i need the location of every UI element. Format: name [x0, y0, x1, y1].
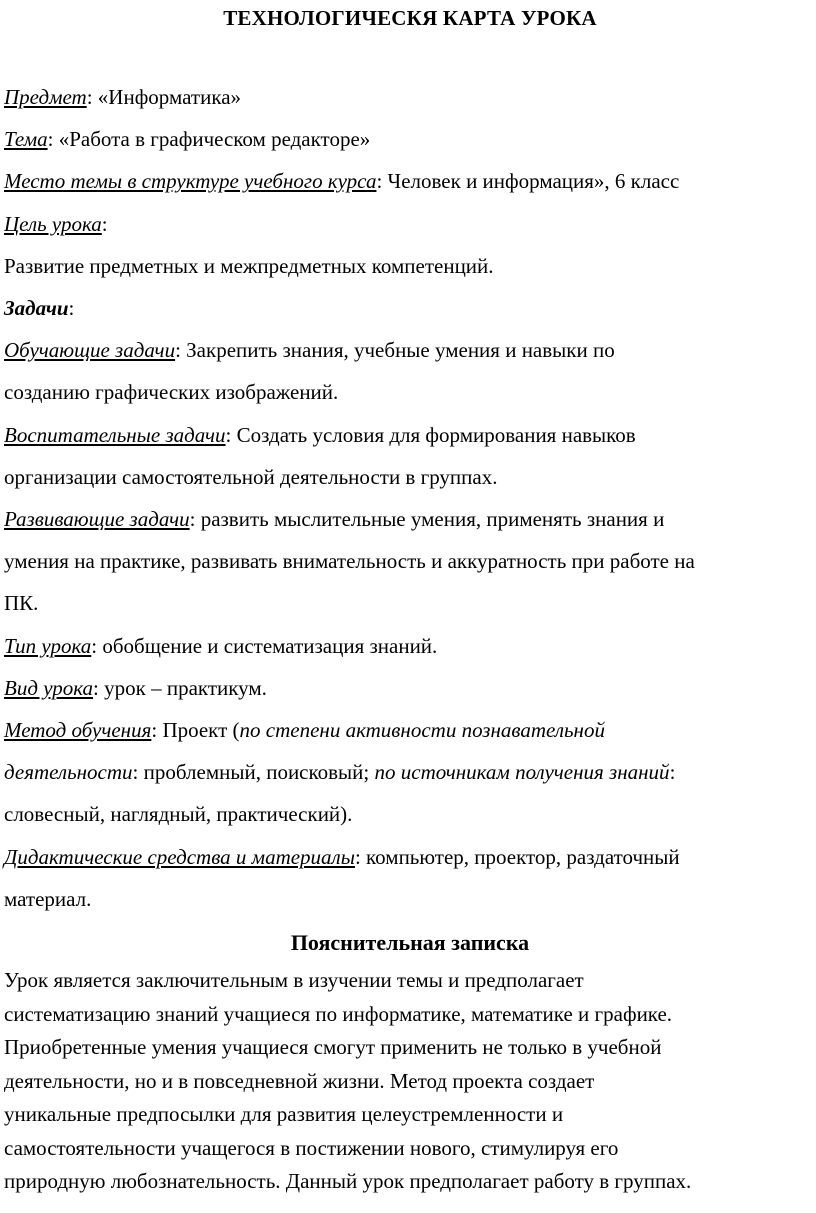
goal-text: Развитие предметных и межпредметных компетенций. [4, 253, 494, 278]
subject-line [4, 76, 816, 118]
method-label: Метод обучения [4, 718, 152, 743]
upbringing-label: Воспитательные задачи [4, 422, 226, 447]
kind-value: : урок – практикум. [93, 675, 267, 700]
method-text-1b: по степени активности познавательной [239, 718, 605, 743]
note-line-3: Приобретенные умения учащиеся смогут применить не только в учебной [4, 1035, 662, 1060]
note-line-4: деятельности, но и в повседневной жизни. Метод проекта создает [4, 1068, 595, 1093]
method-text-2b: : проблемный, поисковый; [132, 760, 375, 785]
subject-label: Предмет [4, 85, 87, 109]
upbringing-text-1: : Создать условия для формирования навыков [225, 422, 636, 447]
developing-line-1 [4, 498, 816, 540]
method-text-2a: деятельности [4, 760, 133, 785]
method-text-2c: по источникам получения знаний [374, 760, 670, 785]
subject-value: : «Информатика» [86, 85, 242, 109]
upbringing-text-2: организации самостоятельной деятельности в группах. [4, 464, 498, 489]
teaching-text-1: : Закрепить знания, учебные умения и навыки по [175, 338, 615, 363]
goal-colon: : [101, 211, 108, 236]
developing-text-2: умения на практике, развивать внимательность и аккуратность при работе на [4, 549, 695, 574]
tasks-label: Задачи [4, 296, 69, 321]
means-line-1 [4, 836, 816, 878]
developing-text-1: : развить мыслительные умения, применять знания и [189, 507, 665, 532]
place-line [4, 160, 816, 202]
goal-label: Цель урока [4, 211, 102, 236]
page-title: ТЕХНОЛОГИЧЕСКЯ КАРТА УРОКА [223, 6, 597, 30]
kind-label: Вид урока [4, 675, 94, 700]
means-label: Дидактические средства и материалы [4, 844, 355, 869]
note-line-1: Урок является заключительным в изучении темы и предполагает [4, 968, 584, 993]
note-line-5: уникальные предпосылки для развития целеустремленности и [4, 1102, 564, 1127]
means-text-2: материал. [4, 886, 92, 911]
teaching-text-2: созданию графических изображений. [4, 380, 339, 405]
type-value: : обобщение и систематизация знаний. [91, 633, 438, 658]
method-line-2 [4, 751, 816, 793]
note-line-6: самостоятельности учащегося в постижении нового, стимулируя его [4, 1135, 619, 1160]
developing-text-3: ПК. [4, 591, 39, 616]
note-line-7: природную любознательность. Данный урок предполагает работу в группах. [4, 1169, 692, 1194]
developing-label: Развивающие задачи [4, 507, 190, 532]
tasks-colon: : [68, 296, 75, 321]
method-text-2d: : [669, 760, 676, 785]
type-label: Тип урока [4, 633, 92, 658]
method-line-1 [4, 709, 816, 751]
means-text-1: : компьютер, проектор, раздаточный [354, 844, 680, 869]
teaching-line-1 [4, 329, 816, 371]
method-text-3: словесный, наглядный, практический). [4, 802, 353, 827]
explanatory-note-body [4, 964, 816, 1199]
kind-line [4, 667, 816, 709]
type-line [4, 625, 816, 667]
method-text-1a: : Проект ( [151, 718, 240, 743]
place-label: Место темы в структуре учебного курса [4, 169, 377, 194]
place-value: : Человек и информация», 6 класс [376, 169, 680, 194]
lesson-fields [4, 76, 816, 920]
note-line-2: систематизацию знаний учащиеся по информатике, математике и графике. [4, 1001, 673, 1026]
goal-line [4, 203, 816, 245]
topic-line [4, 118, 816, 160]
topic-value: : «Работа в графическом редакторе» [47, 127, 371, 152]
upbringing-line-1 [4, 414, 816, 456]
teaching-label: Обучающие задачи [4, 338, 176, 363]
tasks-line [4, 287, 816, 329]
explanatory-note-heading: Пояснительная записка [290, 930, 530, 956]
topic-label: Тема [4, 127, 48, 152]
